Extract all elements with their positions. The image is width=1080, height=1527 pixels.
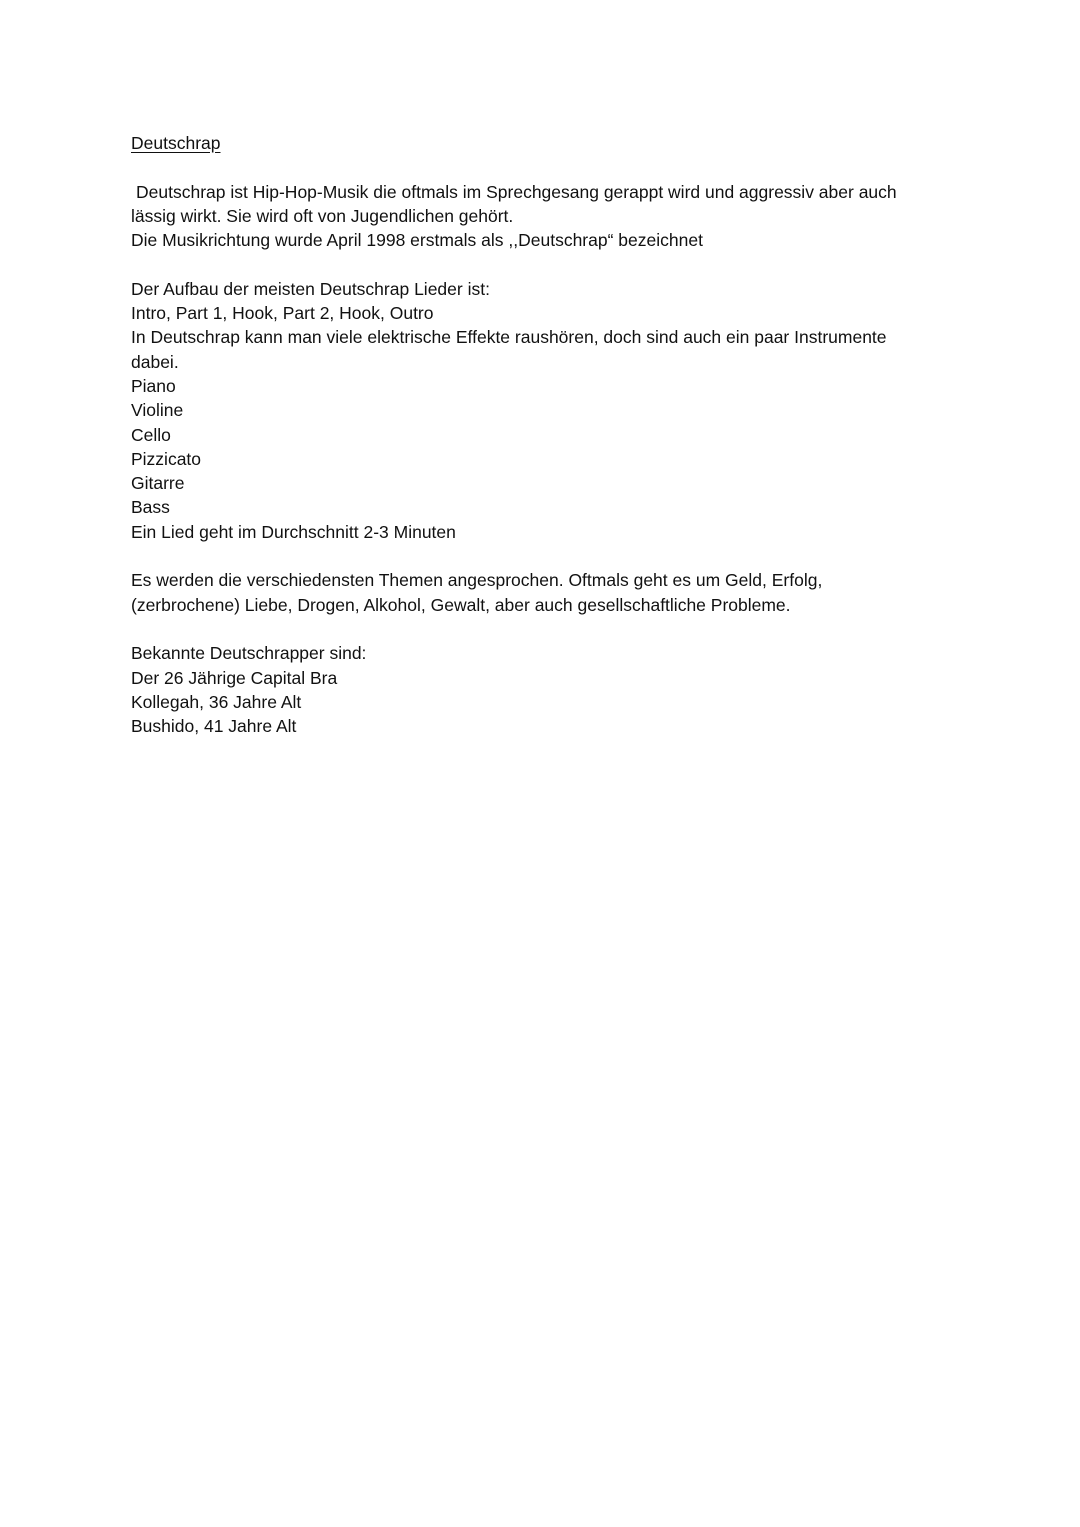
intro-line: Deutschrap ist Hip-Hop-Musik die oftmals im Sprechgesang gerappt wird und aggressiv aber auch [136, 181, 897, 202]
themes-line: (zerbrochene) Liebe, Drogen, Alkohol, Gewalt, aber auch gesellschaftliche Probleme. [131, 594, 791, 615]
intro-paragraph [131, 180, 951, 253]
paragraph-gap [131, 617, 951, 641]
intro-line: lässig wirkt. Sie wird oft von Jugendlichen gehört. [131, 205, 514, 226]
instrument-item: Violine [131, 400, 184, 421]
instrument-item: Piano [131, 375, 176, 396]
artists-heading: Bekannte Deutschrapper sind: [131, 643, 367, 664]
structure-heading: Der Aufbau der meisten Deutschrap Lieder ist: [131, 278, 490, 299]
artist-item: Der 26 Jährige Capital Bra [131, 667, 338, 688]
instrument-item: Bass [131, 497, 170, 518]
effects-line: In Deutschrap kann man viele elektrische Effekte raushören, doch sind auch ein paar Instrumente [131, 327, 887, 348]
paragraph-gap [131, 252, 951, 276]
document-title: Deutschrap [131, 133, 221, 153]
artists-section [131, 641, 951, 738]
themes-paragraph [131, 568, 951, 617]
effects-line: dabei. [131, 351, 179, 372]
document-body [131, 131, 951, 738]
instrument-item: Gitarre [131, 473, 185, 494]
themes-line: Es werden die verschiedensten Themen angesprochen. Oftmals geht es um Geld, Erfolg, [131, 570, 823, 591]
paragraph-gap [131, 544, 951, 568]
song-parts: Intro, Part 1, Hook, Part 2, Hook, Outro [131, 303, 434, 324]
song-duration: Ein Lied geht im Durchschnitt 2-3 Minuten [131, 521, 456, 542]
instrument-item: Cello [131, 424, 171, 445]
artist-item: Kollegah, 36 Jahre Alt [131, 691, 302, 712]
instrument-item: Pizzicato [131, 448, 202, 469]
structure-section [131, 277, 951, 544]
intro-line: Die Musikrichtung wurde April 1998 erstmals als ,,Deutschrap“ bezeichnet [131, 230, 703, 251]
artist-item: Bushido, 41 Jahre Alt [131, 716, 297, 737]
